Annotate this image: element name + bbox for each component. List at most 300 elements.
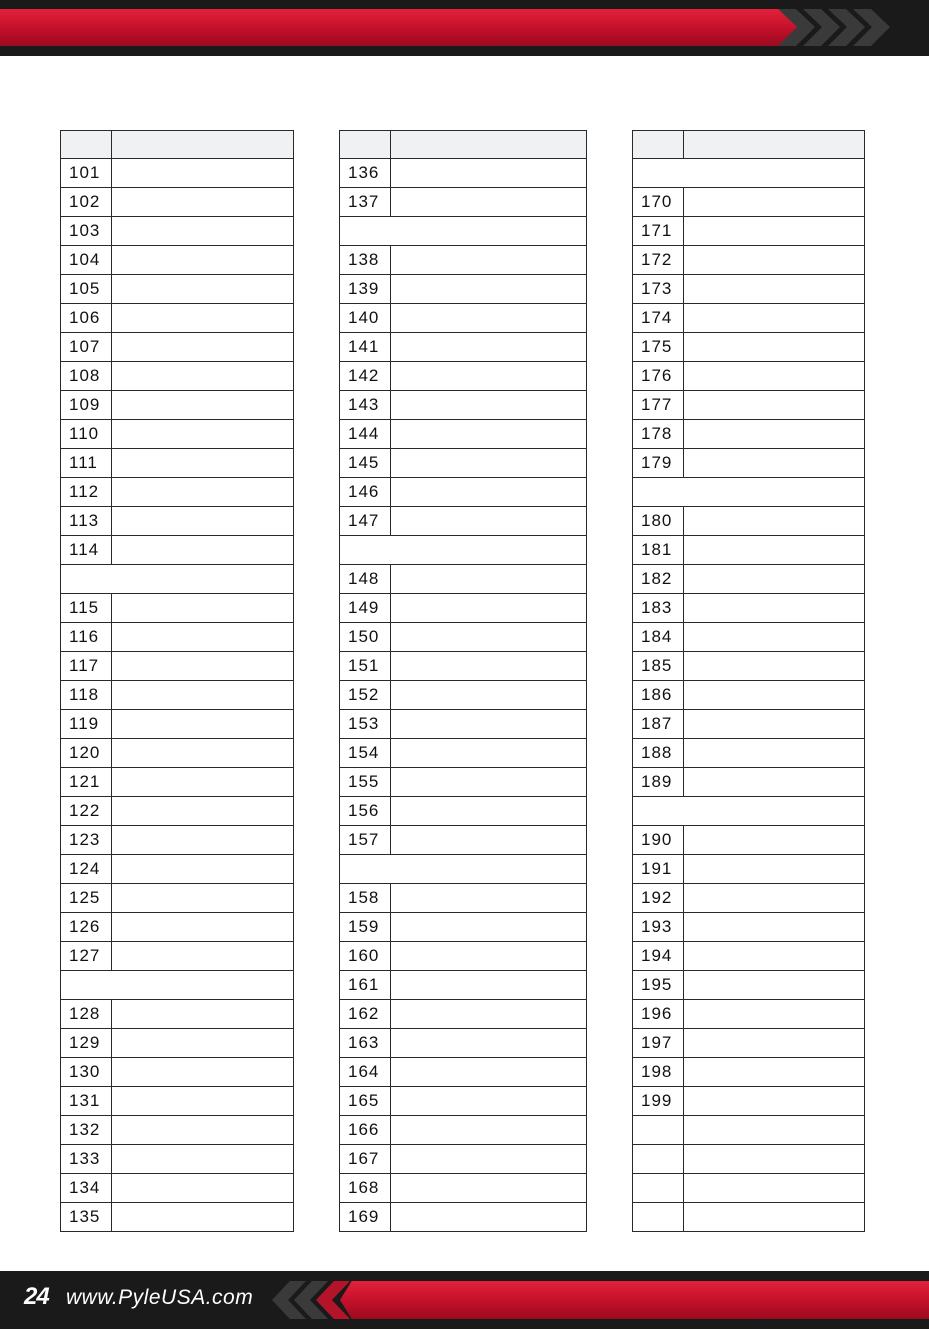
table-row (61, 536, 294, 565)
table-row (633, 942, 865, 971)
row-number: 180 (633, 507, 684, 536)
row-number: 125 (61, 884, 112, 913)
table-row (633, 1029, 865, 1058)
row-value-cell (391, 652, 587, 681)
row-number: 111 (61, 449, 112, 478)
row-value-cell (391, 971, 587, 1000)
table-row (340, 594, 587, 623)
row-value-cell (684, 884, 865, 913)
table-row (633, 420, 865, 449)
row-value-cell (391, 942, 587, 971)
row-number: 158 (340, 884, 391, 913)
row-value-cell (112, 594, 294, 623)
row-number: 197 (633, 1029, 684, 1058)
table-row (340, 652, 587, 681)
row-number: 178 (633, 420, 684, 449)
row-number: 193 (633, 913, 684, 942)
row-value-cell (684, 188, 865, 217)
row-value-cell (684, 594, 865, 623)
row-value-cell (391, 478, 587, 507)
table-row (61, 304, 294, 333)
row-number: 147 (340, 507, 391, 536)
row-number: 134 (61, 1174, 112, 1203)
row-number: 165 (340, 1087, 391, 1116)
row-value-cell (112, 449, 294, 478)
row-number: 144 (340, 420, 391, 449)
table-row (633, 1087, 865, 1116)
row-number: 187 (633, 710, 684, 739)
row-value-cell (391, 884, 587, 913)
row-number: 182 (633, 565, 684, 594)
section-divider-row (340, 217, 587, 246)
row-value-cell (391, 449, 587, 478)
row-number: 166 (340, 1116, 391, 1145)
table-row (61, 478, 294, 507)
row-number: 196 (633, 1000, 684, 1029)
row-value-cell (112, 623, 294, 652)
row-number: 153 (340, 710, 391, 739)
table-row (633, 304, 865, 333)
table-row (633, 333, 865, 362)
row-value-cell (684, 739, 865, 768)
row-number: 121 (61, 768, 112, 797)
row-number: 139 (340, 275, 391, 304)
row-number: 118 (61, 681, 112, 710)
row-number: 130 (61, 1058, 112, 1087)
section-divider-row (340, 855, 587, 884)
table-row (633, 217, 865, 246)
table-row (633, 1058, 865, 1087)
row-number: 183 (633, 594, 684, 623)
row-value-cell (112, 1145, 294, 1174)
table-row (61, 594, 294, 623)
row-value-cell (112, 159, 294, 188)
row-value-cell (684, 420, 865, 449)
table-row (61, 507, 294, 536)
row-value-cell (391, 826, 587, 855)
row-value-cell (684, 1058, 865, 1087)
row-number: 142 (340, 362, 391, 391)
row-value-cell (684, 855, 865, 884)
section-divider-cell (633, 159, 865, 188)
row-number: 152 (340, 681, 391, 710)
row-number: 145 (340, 449, 391, 478)
row-value-cell (684, 391, 865, 420)
row-value-cell (112, 681, 294, 710)
header-cell (684, 131, 865, 159)
row-value-cell (391, 623, 587, 652)
row-value-cell (391, 362, 587, 391)
section-divider-cell (61, 565, 294, 594)
row-number: 186 (633, 681, 684, 710)
table-header-row (340, 131, 587, 159)
table-row (340, 623, 587, 652)
table-row (633, 391, 865, 420)
row-number: 164 (340, 1058, 391, 1087)
row-number: 188 (633, 739, 684, 768)
table-row (340, 768, 587, 797)
row-number: 117 (61, 652, 112, 681)
row-number: 190 (633, 826, 684, 855)
row-value-cell (391, 391, 587, 420)
table-row (340, 188, 587, 217)
row-number: 149 (340, 594, 391, 623)
row-number: 138 (340, 246, 391, 275)
table-row (633, 1174, 865, 1203)
row-number: 174 (633, 304, 684, 333)
table-row (340, 391, 587, 420)
table-row (61, 1087, 294, 1116)
row-value-cell (391, 594, 587, 623)
row-value-cell (112, 884, 294, 913)
row-number: 177 (633, 391, 684, 420)
row-value-cell (391, 1029, 587, 1058)
footer-banner (0, 1271, 929, 1329)
row-number: 110 (61, 420, 112, 449)
table-row (61, 797, 294, 826)
table-row (61, 652, 294, 681)
table-row (340, 420, 587, 449)
section-divider-cell (61, 971, 294, 1000)
row-value-cell (112, 333, 294, 362)
row-value-cell (684, 1029, 865, 1058)
table-row (633, 826, 865, 855)
row-value-cell (112, 304, 294, 333)
row-value-cell (684, 623, 865, 652)
table-header-row (633, 131, 865, 159)
row-number: 176 (633, 362, 684, 391)
table-row (61, 1203, 294, 1232)
row-value-cell (112, 275, 294, 304)
row-value-cell (112, 797, 294, 826)
row-number: 195 (633, 971, 684, 1000)
table-row (633, 565, 865, 594)
row-value-cell (684, 449, 865, 478)
row-number (633, 1145, 684, 1174)
row-value-cell (684, 362, 865, 391)
table-row (340, 913, 587, 942)
row-number: 179 (633, 449, 684, 478)
row-value-cell (684, 217, 865, 246)
table-row (633, 188, 865, 217)
row-value-cell (391, 1058, 587, 1087)
section-divider-row (340, 536, 587, 565)
row-value-cell (684, 246, 865, 275)
table-row (61, 391, 294, 420)
row-value-cell (391, 1000, 587, 1029)
row-number: 103 (61, 217, 112, 246)
table-row (633, 855, 865, 884)
row-value-cell (684, 333, 865, 362)
row-number: 101 (61, 159, 112, 188)
table-row (340, 710, 587, 739)
row-value-cell (112, 1029, 294, 1058)
table-row (633, 1000, 865, 1029)
table-row (633, 913, 865, 942)
section-divider-row (633, 159, 865, 188)
table-row (340, 565, 587, 594)
row-value-cell (391, 304, 587, 333)
table-row (633, 681, 865, 710)
table-row (340, 478, 587, 507)
row-value-cell (391, 913, 587, 942)
row-value-cell (112, 420, 294, 449)
row-number: 106 (61, 304, 112, 333)
table-row (61, 768, 294, 797)
table-row (340, 1029, 587, 1058)
row-value-cell (391, 246, 587, 275)
row-value-cell (112, 652, 294, 681)
table-column-3 (632, 130, 865, 1232)
row-number: 154 (340, 739, 391, 768)
table-row (61, 855, 294, 884)
table-row (340, 362, 587, 391)
row-value-cell (112, 536, 294, 565)
row-number: 119 (61, 710, 112, 739)
table-column-1 (60, 130, 294, 1232)
row-value-cell (391, 710, 587, 739)
row-number: 184 (633, 623, 684, 652)
row-value-cell (112, 1087, 294, 1116)
header-cell (340, 131, 391, 159)
row-number: 148 (340, 565, 391, 594)
row-number: 113 (61, 507, 112, 536)
section-divider-cell (633, 797, 865, 826)
row-number (633, 1116, 684, 1145)
website-url: www.PyleUSA.com (66, 1286, 254, 1309)
row-number: 171 (633, 217, 684, 246)
table-row (340, 739, 587, 768)
table-row (633, 449, 865, 478)
row-value-cell (391, 681, 587, 710)
table-header-row (61, 131, 294, 159)
table-row (61, 246, 294, 275)
table-row (340, 826, 587, 855)
table-row (633, 362, 865, 391)
row-number: 173 (633, 275, 684, 304)
row-value-cell (684, 768, 865, 797)
row-number: 143 (340, 391, 391, 420)
table-row (633, 652, 865, 681)
table-row (340, 884, 587, 913)
table-row (61, 942, 294, 971)
table-row (61, 1029, 294, 1058)
table-row (633, 623, 865, 652)
row-number: 159 (340, 913, 391, 942)
table-row (61, 188, 294, 217)
row-number: 115 (61, 594, 112, 623)
row-number: 141 (340, 333, 391, 362)
table-row (61, 1116, 294, 1145)
section-divider-row (61, 565, 294, 594)
row-number: 109 (61, 391, 112, 420)
table-row (340, 1087, 587, 1116)
row-value-cell (112, 478, 294, 507)
table-row (633, 884, 865, 913)
row-value-cell (112, 188, 294, 217)
row-value-cell (112, 768, 294, 797)
table-row (340, 1145, 587, 1174)
row-number: 140 (340, 304, 391, 333)
table-row (633, 507, 865, 536)
table-row (61, 217, 294, 246)
table-row (340, 304, 587, 333)
header-banner (0, 0, 929, 56)
row-number: 122 (61, 797, 112, 826)
row-number: 114 (61, 536, 112, 565)
row-number: 172 (633, 246, 684, 275)
row-value-cell (112, 1116, 294, 1145)
row-value-cell (684, 1145, 865, 1174)
section-divider-row (633, 797, 865, 826)
table-row (61, 884, 294, 913)
row-number: 129 (61, 1029, 112, 1058)
table-row (340, 1203, 587, 1232)
header-cell (391, 131, 587, 159)
row-number: 199 (633, 1087, 684, 1116)
row-value-cell (112, 942, 294, 971)
section-divider-row (633, 478, 865, 507)
row-number: 146 (340, 478, 391, 507)
row-number: 150 (340, 623, 391, 652)
table-column-2 (339, 130, 587, 1232)
section-divider-cell (633, 478, 865, 507)
table-row (633, 275, 865, 304)
row-value-cell (391, 797, 587, 826)
table-row (61, 159, 294, 188)
row-number: 123 (61, 826, 112, 855)
row-number: 161 (340, 971, 391, 1000)
row-number: 133 (61, 1145, 112, 1174)
row-number: 127 (61, 942, 112, 971)
row-value-cell (391, 159, 587, 188)
row-number: 107 (61, 333, 112, 362)
table-row (633, 971, 865, 1000)
table-row (340, 797, 587, 826)
row-number: 163 (340, 1029, 391, 1058)
table-row (633, 536, 865, 565)
row-number: 131 (61, 1087, 112, 1116)
row-value-cell (684, 971, 865, 1000)
row-number: 198 (633, 1058, 684, 1087)
row-value-cell (112, 1203, 294, 1232)
table-row (340, 1000, 587, 1029)
row-value-cell (391, 565, 587, 594)
table-row (340, 507, 587, 536)
table-row (340, 1058, 587, 1087)
row-number: 105 (61, 275, 112, 304)
row-value-cell (684, 942, 865, 971)
row-value-cell (684, 681, 865, 710)
table-row (61, 1000, 294, 1029)
row-number: 192 (633, 884, 684, 913)
row-value-cell (684, 275, 865, 304)
table-row (61, 1174, 294, 1203)
row-value-cell (112, 217, 294, 246)
row-number: 104 (61, 246, 112, 275)
table-row (633, 739, 865, 768)
row-value-cell (684, 652, 865, 681)
table-row (340, 449, 587, 478)
table-row (633, 768, 865, 797)
row-number: 120 (61, 739, 112, 768)
header-cell (112, 131, 294, 159)
row-value-cell (391, 420, 587, 449)
row-number: 108 (61, 362, 112, 391)
table-row (61, 913, 294, 942)
row-value-cell (112, 1058, 294, 1087)
row-value-cell (684, 565, 865, 594)
row-number: 170 (633, 188, 684, 217)
table-row (340, 246, 587, 275)
row-number: 194 (633, 942, 684, 971)
section-divider-cell (340, 536, 587, 565)
row-value-cell (684, 1203, 865, 1232)
row-value-cell (112, 1000, 294, 1029)
table-row (633, 1145, 865, 1174)
row-value-cell (684, 1174, 865, 1203)
row-number: 189 (633, 768, 684, 797)
table-row (340, 942, 587, 971)
footer-red-stripe (340, 1281, 929, 1319)
row-value-cell (112, 826, 294, 855)
table-row (340, 681, 587, 710)
row-value-cell (391, 507, 587, 536)
page-number: 24 (24, 1283, 49, 1310)
table-row (61, 333, 294, 362)
row-value-cell (391, 768, 587, 797)
table-row (61, 739, 294, 768)
table-row (61, 826, 294, 855)
table-row (61, 1145, 294, 1174)
table-row (633, 594, 865, 623)
table-row (340, 971, 587, 1000)
row-number: 137 (340, 188, 391, 217)
row-value-cell (112, 739, 294, 768)
row-value-cell (391, 333, 587, 362)
row-number: 136 (340, 159, 391, 188)
table-row (340, 159, 587, 188)
row-number: 157 (340, 826, 391, 855)
row-value-cell (112, 391, 294, 420)
row-value-cell (391, 1203, 587, 1232)
row-number: 151 (340, 652, 391, 681)
row-number: 135 (61, 1203, 112, 1232)
row-value-cell (112, 913, 294, 942)
table-row (61, 1058, 294, 1087)
table-row (340, 333, 587, 362)
table-row (633, 1116, 865, 1145)
row-value-cell (112, 362, 294, 391)
row-value-cell (684, 1087, 865, 1116)
row-value-cell (684, 1000, 865, 1029)
row-number: 116 (61, 623, 112, 652)
header-cell (633, 131, 684, 159)
header-cell (61, 131, 112, 159)
table-row (61, 623, 294, 652)
row-number: 167 (340, 1145, 391, 1174)
table-row (61, 275, 294, 304)
row-value-cell (684, 536, 865, 565)
row-value-cell (391, 275, 587, 304)
row-number: 155 (340, 768, 391, 797)
row-number (633, 1203, 684, 1232)
row-value-cell (684, 826, 865, 855)
row-number: 156 (340, 797, 391, 826)
section-divider-cell (340, 217, 587, 246)
table-row (61, 420, 294, 449)
table-row (61, 362, 294, 391)
